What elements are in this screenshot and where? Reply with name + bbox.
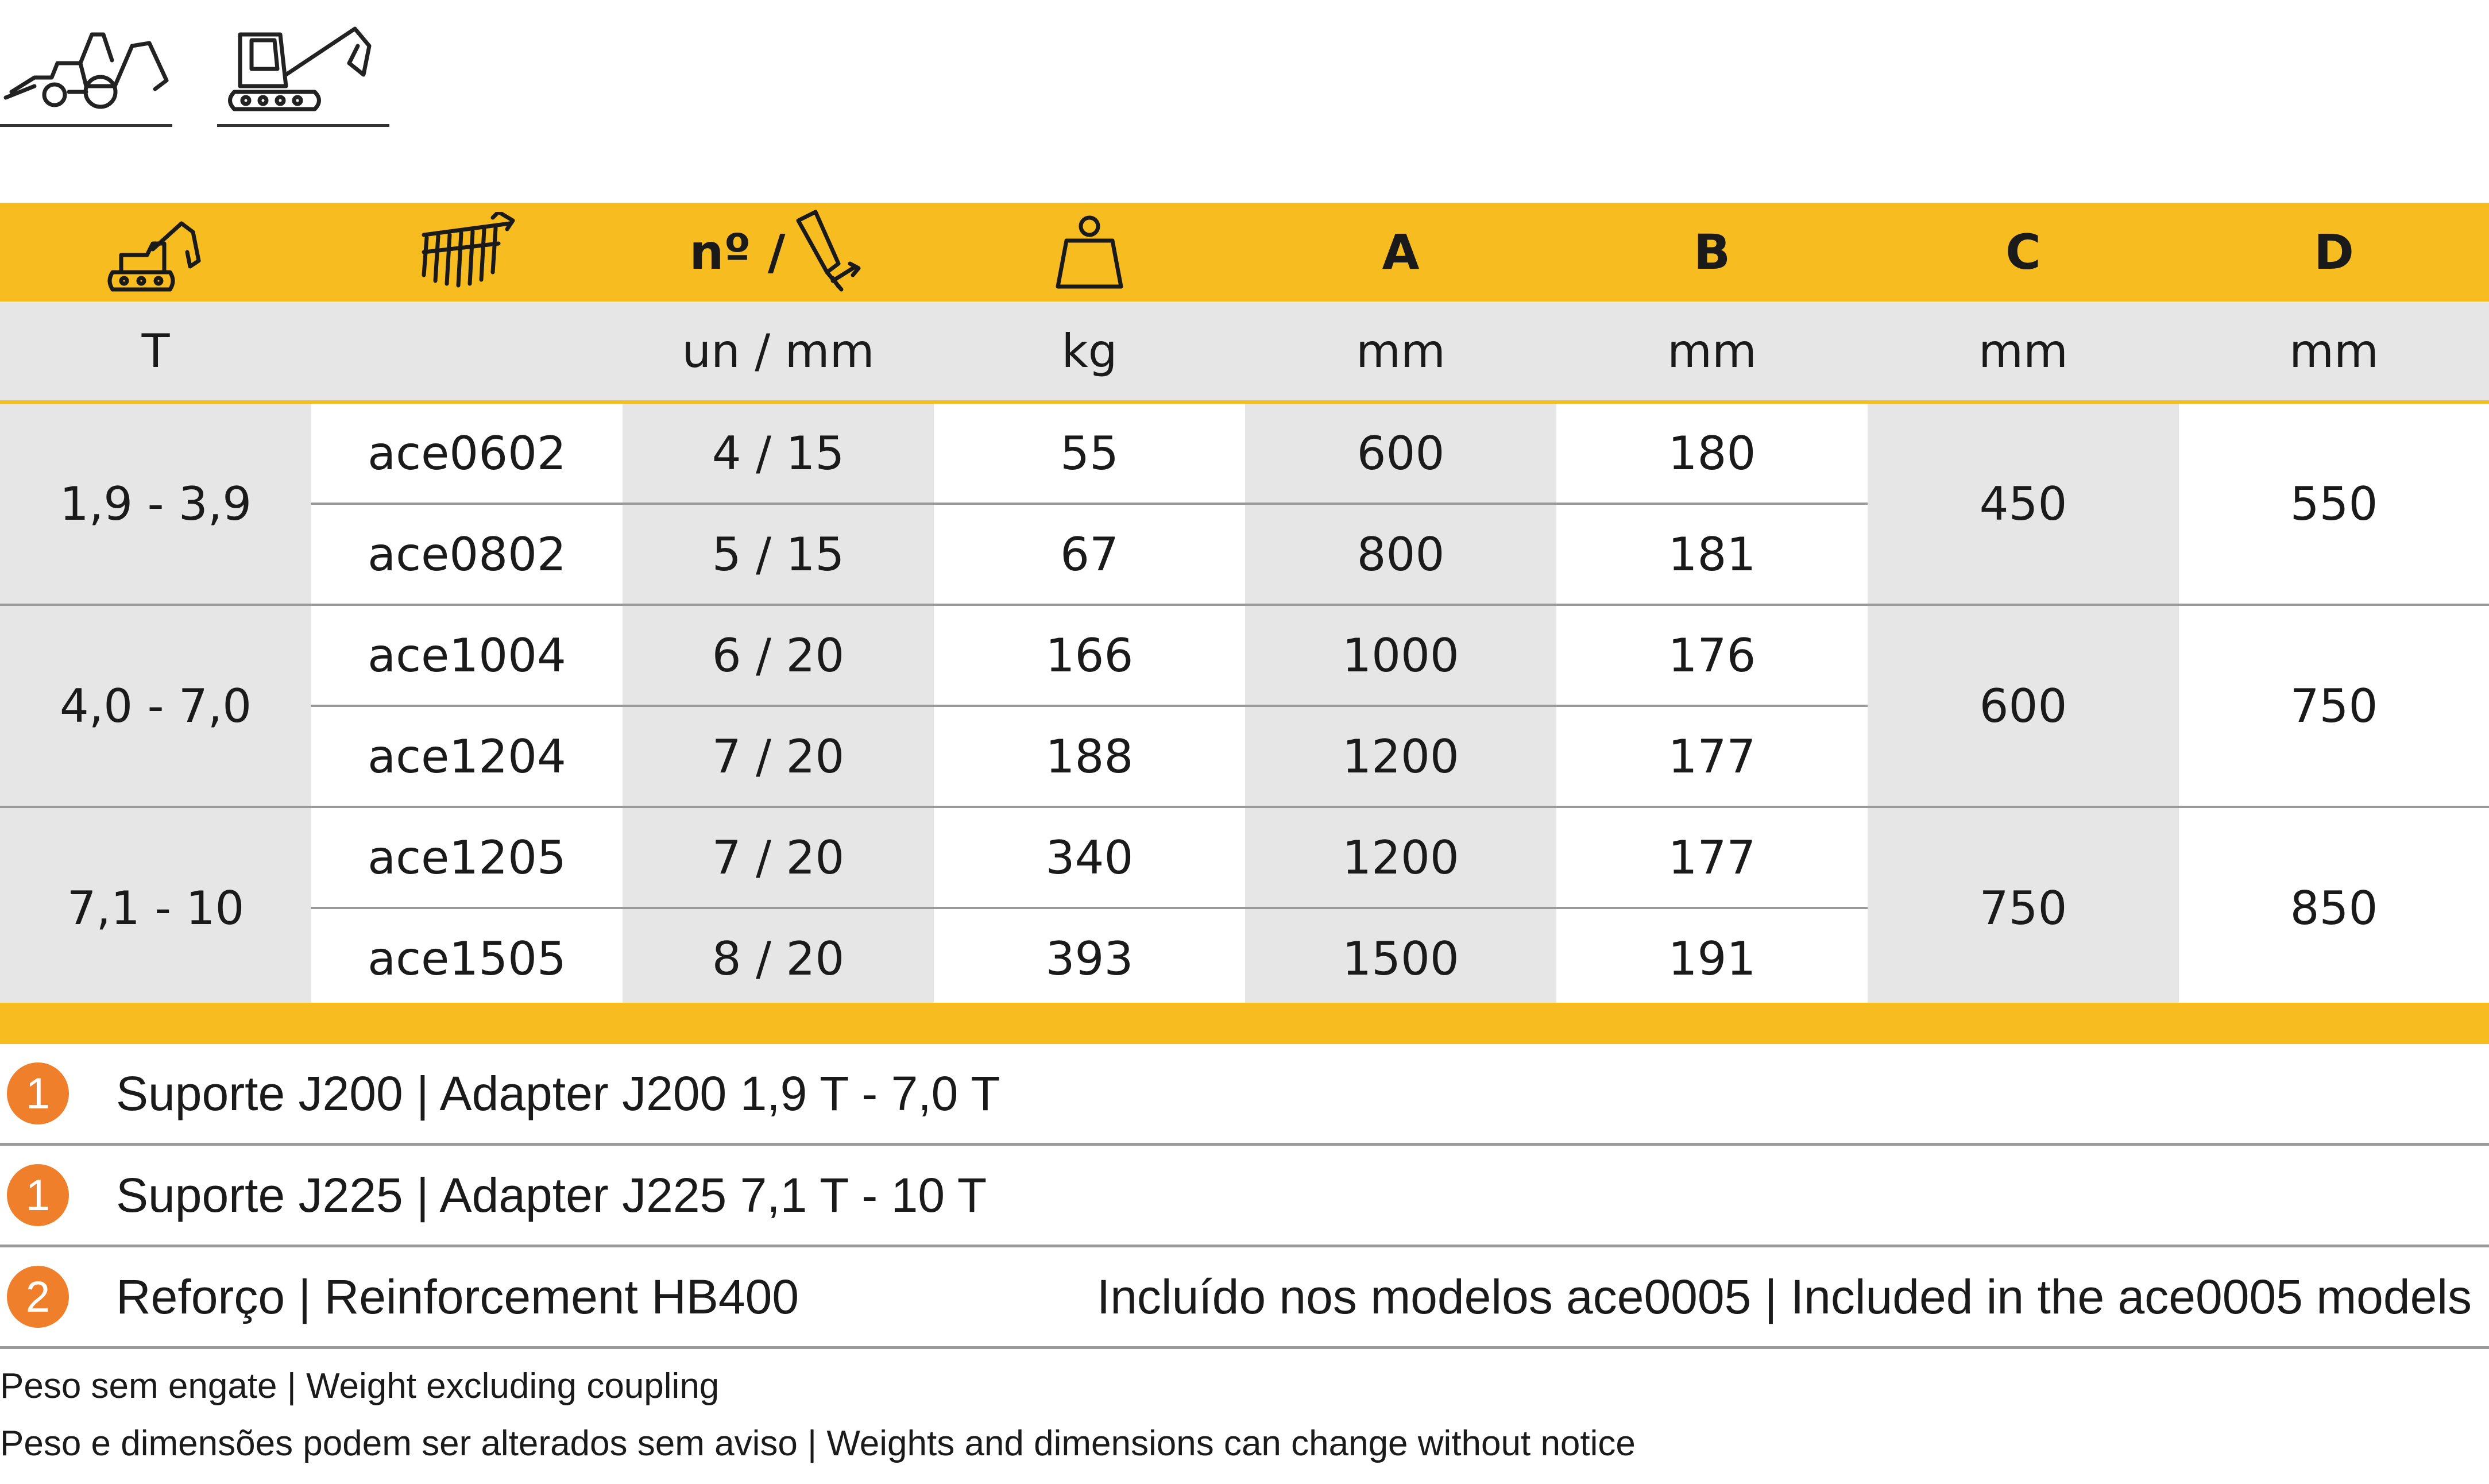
note-text: Suporte J200 | Adapter J200 1,9 T - 7,0 T <box>116 1066 1000 1120</box>
teeth-cell: 5 / 15 <box>623 504 934 605</box>
c-cell: 600 <box>1868 605 2179 807</box>
c-cell: 450 <box>1868 402 2179 605</box>
model-cell: ace0602 <box>311 402 623 504</box>
weight-cell: 67 <box>934 504 1245 605</box>
table-row <box>0 402 2489 504</box>
b-cell: 177 <box>1556 807 1868 908</box>
unit-c: mm <box>1868 302 2179 402</box>
b-cell: 181 <box>1556 504 1868 605</box>
footnote-dimensions: Peso e dimensões podem ser alterados sem aviso | Weights and dimensions can change without notice <box>0 1424 1636 1463</box>
note-row <box>0 1146 2489 1247</box>
mini-excavator-machine <box>217 23 389 115</box>
a-cell: 800 <box>1245 504 1556 605</box>
unit-a: mm <box>1245 302 1556 402</box>
header-machine <box>0 203 311 302</box>
backhoe-loader-machine <box>0 23 172 115</box>
unit-weight: kg <box>934 302 1245 402</box>
d-cell: 750 <box>2179 605 2489 807</box>
weight-cell: 393 <box>934 908 1245 1008</box>
weight-cell: 188 <box>934 706 1245 807</box>
backhoe-underline <box>0 124 172 127</box>
a-cell: 1500 <box>1245 908 1556 1008</box>
c-cell: 750 <box>1868 807 2179 1008</box>
header-d: D <box>2179 203 2489 302</box>
a-cell: 1000 <box>1245 605 1556 706</box>
a-cell: 600 <box>1245 402 1556 504</box>
note-row <box>0 1247 2489 1349</box>
table-row <box>0 807 2489 908</box>
header-b: B <box>1556 203 1868 302</box>
d-cell: 850 <box>2179 807 2489 1008</box>
unit-d: mm <box>2179 302 2489 402</box>
weight-cell: 166 <box>934 605 1245 706</box>
b-cell: 176 <box>1556 605 1868 706</box>
a-cell: 1200 <box>1245 807 1556 908</box>
a-cell: 1200 <box>1245 706 1556 807</box>
note-text: Reforço | Reinforcement HB400 <box>116 1269 799 1324</box>
range-cell: 4,0 - 7,0 <box>0 605 311 807</box>
range-cell: 1,9 - 3,9 <box>0 402 311 605</box>
header-teeth-label: nº / <box>689 224 786 280</box>
model-cell: ace1205 <box>311 807 623 908</box>
badge-number: 1 <box>7 1164 69 1226</box>
teeth-cell: 8 / 20 <box>623 908 934 1008</box>
model-cell: ace0802 <box>311 504 623 605</box>
mini-excavator-icon <box>217 23 389 115</box>
spec-table <box>0 203 2489 1008</box>
unit-b: mm <box>1556 302 1868 402</box>
teeth-cell: 6 / 20 <box>623 605 934 706</box>
teeth-cell: 4 / 15 <box>623 402 934 504</box>
rake-attachment-icon <box>412 212 521 292</box>
header-weight <box>934 203 1245 302</box>
b-cell: 177 <box>1556 706 1868 807</box>
unit-model <box>311 302 623 402</box>
unit-machine: T <box>0 302 311 402</box>
header-c: C <box>1868 203 2179 302</box>
excavator-icon <box>107 209 204 295</box>
weight-icon <box>1052 212 1127 292</box>
backhoe-loader-icon <box>0 23 172 115</box>
note-row <box>0 1044 2489 1146</box>
model-cell: ace1004 <box>311 605 623 706</box>
model-cell: ace1505 <box>311 908 623 1008</box>
weight-cell: 340 <box>934 807 1245 908</box>
note-right-text: Incluído nos modelos ace0005 | Included in the ace0005 models <box>1096 1269 2472 1324</box>
tooth-icon <box>793 209 867 295</box>
d-cell: 550 <box>2179 402 2489 605</box>
footnote-weight: Peso sem engate | Weight excluding coupling <box>0 1366 720 1406</box>
weight-cell: 55 <box>934 402 1245 504</box>
badge-number: 2 <box>7 1266 69 1328</box>
units-row <box>0 302 2489 402</box>
unit-teeth: un / mm <box>623 302 934 402</box>
mini-excavator-underline <box>217 124 389 127</box>
model-cell: ace1204 <box>311 706 623 807</box>
table-bottom-bar <box>0 1003 2489 1044</box>
table-row <box>0 605 2489 706</box>
header-teeth <box>623 203 934 302</box>
header-a: A <box>1245 203 1556 302</box>
b-cell: 191 <box>1556 908 1868 1008</box>
teeth-cell: 7 / 20 <box>623 807 934 908</box>
header-attachment <box>311 203 623 302</box>
b-cell: 180 <box>1556 402 1868 504</box>
header-row <box>0 203 2489 302</box>
note-text: Suporte J225 | Adapter J225 7,1 T - 10 T <box>116 1168 987 1222</box>
teeth-cell: 7 / 20 <box>623 706 934 807</box>
range-cell: 7,1 - 10 <box>0 807 311 1008</box>
badge-number: 1 <box>7 1062 69 1124</box>
